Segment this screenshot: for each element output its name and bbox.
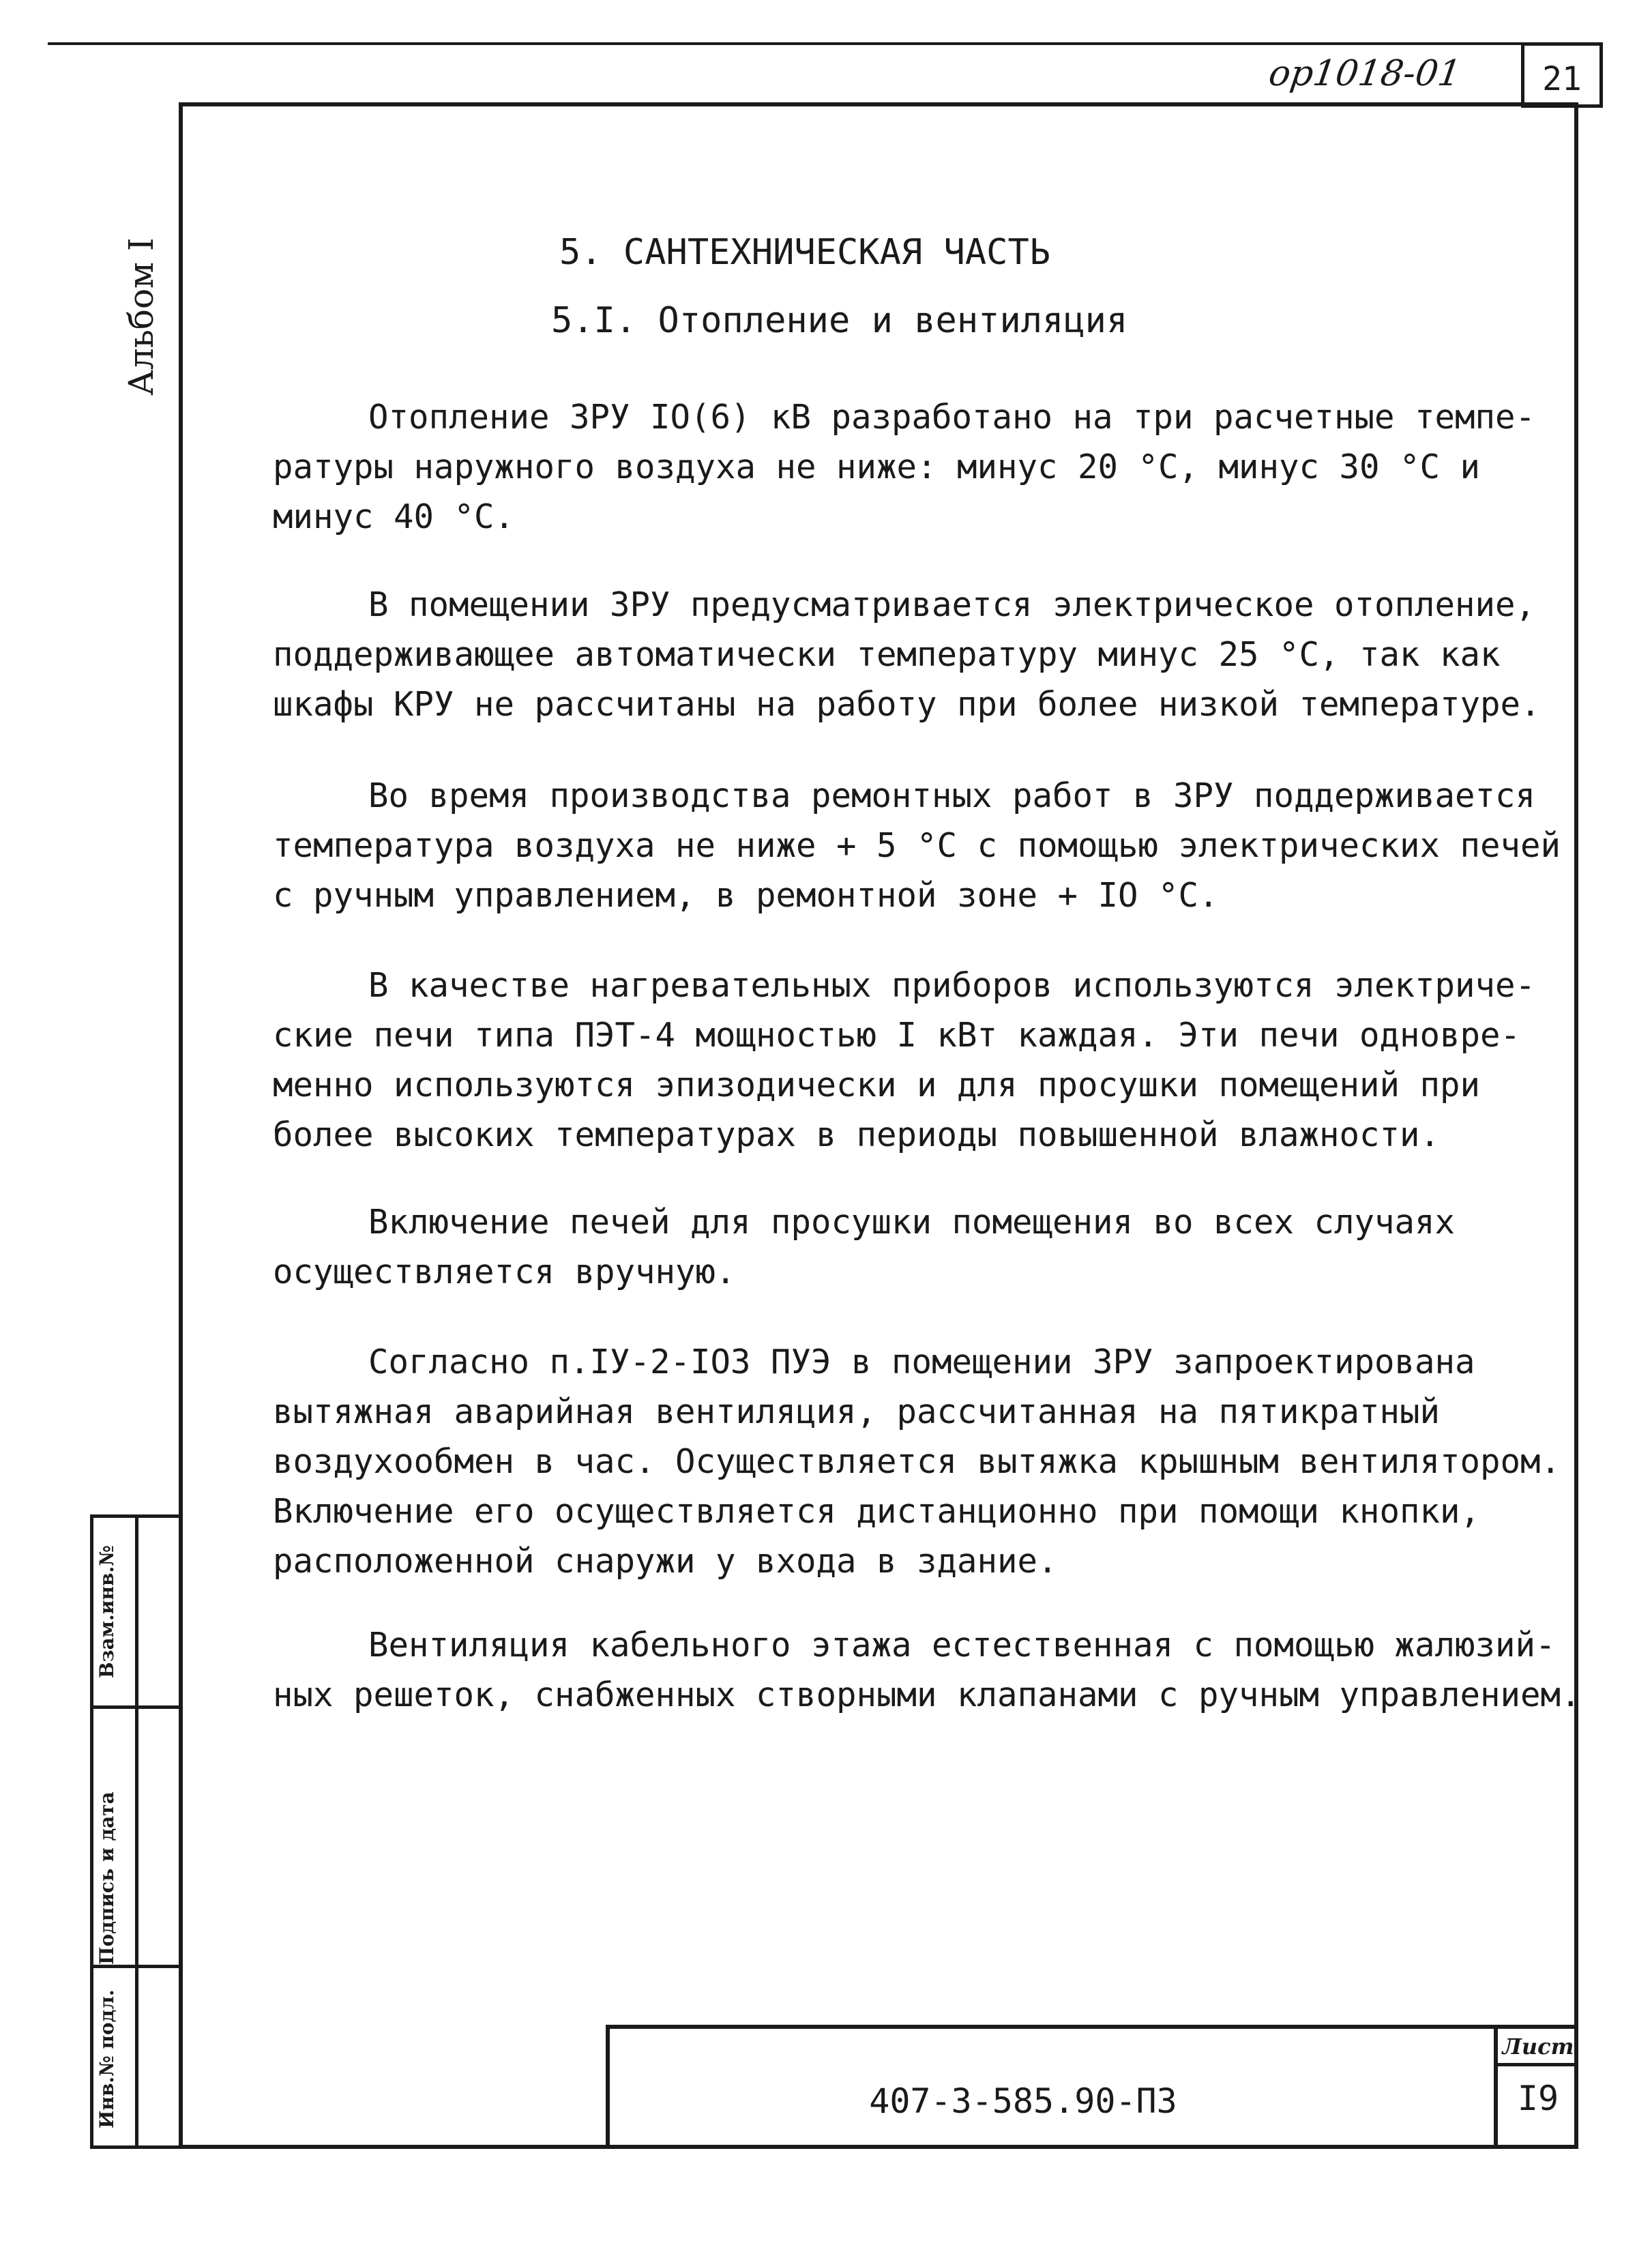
stub-label-signature-date: Подпись и дата <box>95 1791 118 1965</box>
text-line: ратуры наружного воздуха не ниже: минус 20 °С, минус 30 °С и <box>273 448 1481 486</box>
text-line: расположенной снаружи у входа в здание. <box>273 1542 1058 1581</box>
project-code: 407-3-585.90-ПЗ <box>869 2081 1177 2121</box>
paragraph-heating-devices <box>273 961 1555 1160</box>
text-line: более высоких температурах в периоды повышенной влажности. <box>273 1115 1441 1154</box>
text-line: вытяжная аварийная вентиляция, рассчитанная на пятикратный <box>273 1392 1441 1431</box>
text-line: Согласно п.IУ-2-IO3 ПУЭ в помещении ЗРУ запроектирована <box>368 1343 1475 1381</box>
sheet-label: Лист <box>1502 2034 1574 2060</box>
paragraph-repair-temperature <box>273 771 1561 920</box>
text-line: Вентиляция кабельного этажа естественная с помощью жалюзий- <box>368 1626 1556 1665</box>
text-line: Включение его осуществляется дистанционно при помощи кнопки, <box>273 1492 1481 1531</box>
top-rule <box>48 42 1576 45</box>
stub-label-original-inv: Инв.№ подл. <box>95 1989 118 2128</box>
stub-divider-2 <box>90 1965 183 1968</box>
text-line: менно используются эпизодически и для просушки помещений при <box>273 1066 1481 1104</box>
paragraph-manual-switching <box>273 1197 1555 1297</box>
text-line: В помещении ЗРУ предусматривается электрическое отопление, <box>368 585 1536 624</box>
album-label: Альбом I <box>121 237 161 396</box>
stub-divider-1 <box>90 1705 183 1709</box>
sheet-number: 21 <box>1542 60 1582 98</box>
text-line: В качестве нагревательных приборов используются электриче- <box>368 966 1536 1005</box>
title-block-sheet-divider <box>1494 2063 1578 2066</box>
section-title: 5. САНТЕХНИЧЕСКАЯ ЧАСТЬ <box>559 232 1051 273</box>
paragraph-emergency-ventilation <box>273 1337 1561 1586</box>
text-line: поддерживающее автоматически температуру минус 25 °С, так как <box>273 635 1501 674</box>
stub-label-replacement-inv: Взам.инв.№ <box>95 1545 118 1678</box>
text-line: Во время производства ремонтных работ в ЗРУ поддерживается <box>368 776 1536 815</box>
paragraph-heating-design <box>273 392 1555 542</box>
text-line: осуществляется вручную. <box>273 1252 736 1291</box>
text-line: воздухообмен в час. Осуществляется вытяжка крышным вентилятором. <box>273 1442 1561 1481</box>
text-line: Отопление ЗРУ IO(6) кВ разработано на три расчетные темпе- <box>368 398 1536 437</box>
text-line: ных решеток, снабженных створными клапанами с ручным управлением. <box>273 1675 1581 1714</box>
stub-divider-vertical <box>135 1514 138 2149</box>
text-line: Включение печей для просушки помещения во всех случаях <box>368 1203 1456 1242</box>
paragraph-electric-heating <box>273 580 1555 729</box>
paragraph-cable-floor-ventilation <box>273 1620 1581 1720</box>
sheet-value: I9 <box>1517 2079 1559 2118</box>
text-line: ские печи типа ПЭТ-4 мощностью I кВт каждая. Эти печи одновре- <box>273 1016 1521 1055</box>
text-line: минус 40 °С. <box>273 497 515 536</box>
document-code: ор1018-01 <box>1266 53 1464 94</box>
subsection-title: 5.I. Отопление и вентиляция <box>551 300 1128 341</box>
text-line: шкафы КРУ не рассчитаны на работу при более низкой температуре. <box>273 685 1541 724</box>
text-line: температура воздуха не ниже + 5 °С с помощью электрических печей <box>273 826 1561 865</box>
text-line: с ручным управлением, в ремонтной зоне + IO °С. <box>273 876 1219 915</box>
